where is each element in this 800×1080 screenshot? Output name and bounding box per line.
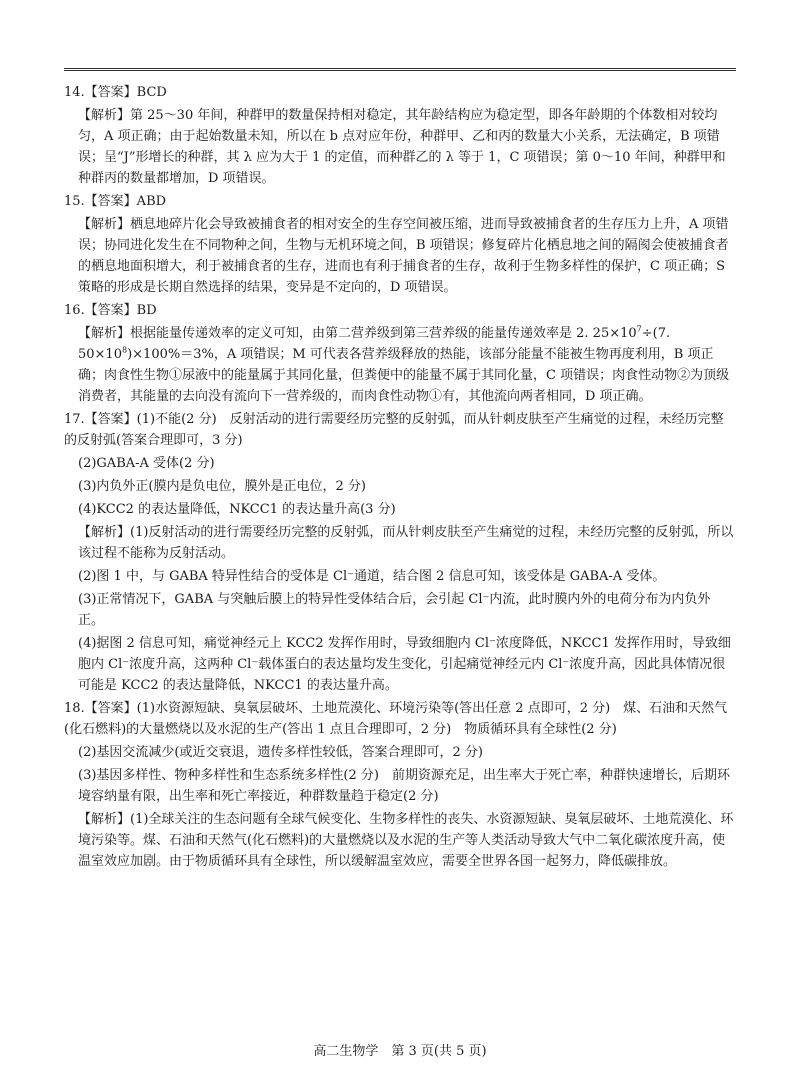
q16-analysis-part-a: 【解析】根据能量传递效率的定义可知，由第二营养级到第三营养级的能量传递效率是 2. 25×10	[78, 326, 637, 341]
q18-analysis-1: 【解析】(1)全球关注的生态问题有全球气候变化、生物多样性的丧失、水资源短缺、臭氧层破坏、土地荒漠化、环境污染等。煤、石油和天然气(化石燃料)的大量燃烧以及水泥的生产等人类活动导致大气中二氧化碳浓度升高，使温室效应加剧。由于物质循环具有全球性，所以缓解温室效应，需要全世界各国一起努力，降低碳排放。	[78, 812, 734, 869]
question-15	[64, 191, 736, 298]
q16-exponent-2: 8	[121, 345, 128, 355]
header-rule	[64, 68, 736, 71]
q16-analysis-part-c: )×100%＝3%，A 项错误；M 可代表各营养级释放的热能，该部分能量不能被生物再度利用，B 项正确；肉食性生物①尿液中的能量属于其同化量，但粪便中的能量不属于其同化量，C 项错误；肉食性动物②为顶级消费者，其能量的去向没有流向下一营养级的，而肉食性动物①有，其他流向两者相同，D 项正确。	[78, 347, 730, 404]
q17-answer-3: (3)内负外正(膜内是负电位，膜外是正电位，2 分)	[78, 479, 366, 494]
q16-exponent-1: 7	[636, 324, 642, 334]
q17-answer-2: (2)GABA-A 受体(2 分)	[78, 456, 215, 471]
q17-analysis-3: (3)正常情况下，GABA 与突触后膜上的特异性受体结合后，会引起 Cl⁻内流，此时膜内外的电荷分布为内负外正。	[78, 592, 711, 628]
q16-analysis	[64, 323, 736, 407]
q18-answer-1: 18.【答案】(1)水资源短缺、臭氧层破坏、土地荒漠化、环境污染等(答出任意 2 点即可，2 分) 煤、石油和天然气(化石燃料)的大量燃烧以及水泥的生产(答出 1 点且合理即可，2 分) 物质循环具有全球性(2 分)	[64, 701, 728, 737]
q15-analysis: 【解析】栖息地碎片化会导致被捕食者的相对安全的生存空间被压缩，进而导致被捕食者的生存压力上升，A 项错误；协同进化发生在不同物种之间，生物与无机环境之间，B 项错误；修复碎片化栖息地之间的隔阂会使被捕食者的栖息地面积增大，利于被捕食者的生存，进而也有利于捕食者的生存，故利于生物多样性的保护，C 项正确；S 策略的形成是长期自然选择的结果，变异是不定向的，D 项错误。	[78, 217, 729, 295]
question-17	[64, 409, 736, 696]
q15-answer: 15.【答案】ABD	[64, 194, 167, 209]
q17-answer-1: 17.【答案】(1)不能(2 分) 反射活动的进行需要经历完整的反射弧，而从针刺皮肤至产生痛觉的过程，未经历完整的反射弧(答案合理即可，3 分)	[64, 412, 724, 448]
q16-answer: 16.【答案】BD	[64, 303, 157, 318]
q18-answer-3: (3)基因多样性、物种多样性和生态系统多样性(2 分) 前期资源充足，出生率大于死亡率，种群快速增长，后期环境容纳量有限，出生率和死亡率接近，种群数量趋于稳定(2 分)	[78, 768, 730, 804]
q17-analysis-1: 【解析】(1)反射活动的进行需要经历完整的反射弧，而从针刺皮肤至产生痛觉的过程，未经历完整的反射弧，所以该过程不能称为反射活动。	[78, 525, 734, 561]
answer-document	[64, 82, 736, 874]
q17-answer-4: (4)KCC2 的表达量降低，NKCC1 的表达量升高(3 分)	[78, 502, 396, 517]
page-footer: 高二生物学 第 3 页(共 5 页)	[313, 1044, 487, 1059]
q17-analysis-2: (2)图 1 中，与 GABA 特异性结合的受体是 Cl⁻通道，结合图 2 信息可知，该受体是 GABA-A 受体。	[78, 569, 666, 584]
q14-answer: 14.【答案】BCD	[64, 85, 167, 100]
q18-answer-2: (2)基因交流减少(或近交衰退，遗传多样性较低，答案合理即可，2 分)	[78, 745, 483, 760]
question-16	[64, 300, 736, 407]
q14-analysis: 【解析】第 25～30 年间，种群甲的数量保持相对稳定，其年龄结构应为稳定型，即各年龄期的个体数相对较均匀，A 项正确；由于起始数量未知，所以在 b 点对应年份，种群甲、乙和丙的数量大小关系，无法确定，B 项错误；呈“J”形增长的种群，其 λ 应为大于 1 的定值，而种群乙的 λ 等于 1，C 项错误；第 0～10 年间，种群甲和种群丙的数量都增加，D 项错误。	[78, 108, 726, 186]
q16-analysis-part-b: ÷(7. 50×10	[78, 326, 671, 362]
question-18	[64, 698, 736, 872]
question-14	[64, 82, 736, 189]
q17-analysis-4: (4)据图 2 信息可知，痛觉神经元上 KCC2 发挥作用时，导致细胞内 Cl⁻浓度降低，NKCC1 发挥作用时，导致细胞内 Cl⁻浓度升高，这两种 Cl⁻载体蛋白的表达量均发生变化，引起痛觉神经元内 Cl⁻浓度升高，因此具体情况很可能是 KCC2 的表达量降低，NKCC1 的表达量升高。	[78, 636, 731, 693]
